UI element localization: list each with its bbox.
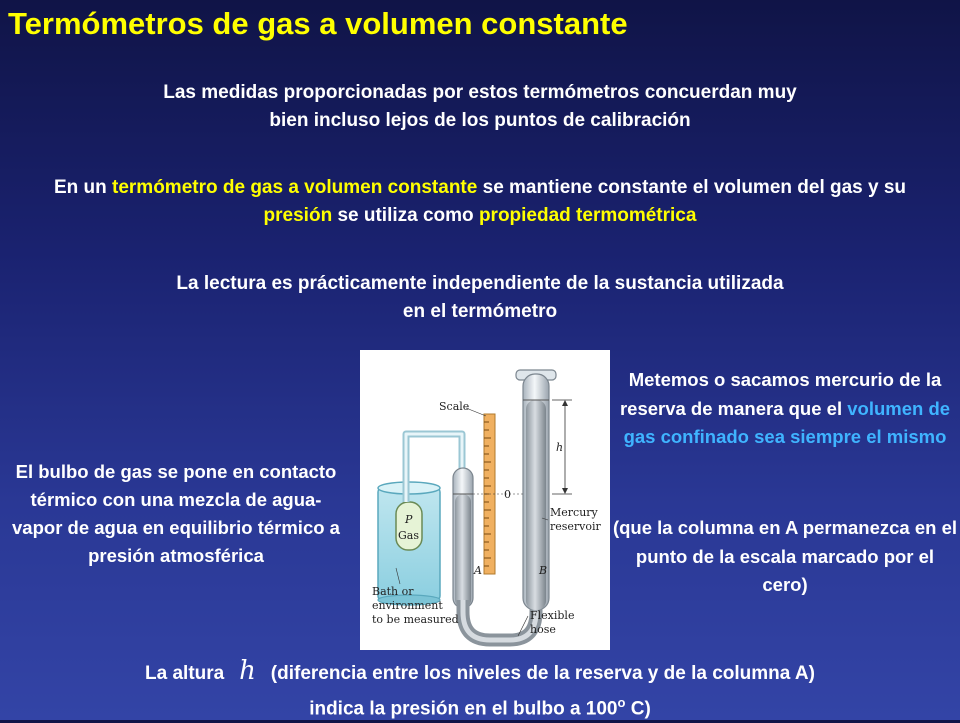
- height-text-unit: C): [625, 698, 651, 720]
- height-text-line2: indica la presión en el bulbo a 100: [309, 698, 618, 720]
- hose-label-2: hose: [530, 623, 556, 636]
- gas-label: Gas: [398, 529, 419, 542]
- definition-text-3: se utiliza como: [332, 205, 479, 226]
- gas-bulb: [396, 502, 422, 550]
- a-label: A: [474, 564, 482, 577]
- zero-label: 0: [504, 488, 511, 501]
- mercury-reservoir: [516, 370, 556, 610]
- mercury-label-1: Mercury: [550, 506, 598, 519]
- b-label: B: [539, 564, 548, 577]
- height-text-before: La altura: [145, 663, 225, 684]
- thermometer-diagram: [360, 350, 610, 650]
- definition-highlight-thermometer: termómetro de gas a volumen constante: [112, 177, 478, 198]
- p-label: P: [405, 513, 413, 526]
- bath-label-3: to be measured: [372, 613, 459, 626]
- mercury-description: [612, 366, 958, 452]
- definition-highlight-property: propiedad termométrica: [478, 205, 697, 226]
- bath-label-2: environment: [372, 599, 443, 612]
- bulb-description: El bulbo de gas se pone en contacto térmico con una mezcla de agua-vapor de agua en equilibrio térmico a presión atmosférica: [12, 461, 340, 566]
- column-note: (que la columna en A permanezca en el punto de la escala marcado por el cero): [612, 517, 958, 595]
- paragraph-independence-line1: La lectura es prácticamente independiente de la sustancia utilizada: [176, 273, 784, 294]
- slide-title: Termómetros de gas a volumen constante: [8, 6, 628, 41]
- paragraph-independence-line2: en el termómetro: [402, 301, 558, 322]
- paragraph-definition: [40, 174, 920, 230]
- definition-text-1: En un: [53, 177, 113, 198]
- mercury-highlight-volume: volumen de gas confinado sea siempre el mismo: [623, 397, 951, 447]
- bath-label-1: Bath or: [372, 585, 414, 598]
- height-explanation: [40, 657, 920, 723]
- definition-highlight-pressure: presión: [263, 205, 333, 226]
- degree-symbol: o: [617, 695, 626, 710]
- paragraph-independence: [40, 270, 920, 326]
- definition-text-2: se mantiene constante el volumen del gas y su: [477, 177, 907, 198]
- h-label: h: [556, 441, 564, 454]
- column-a: [453, 468, 473, 608]
- scale-label: Scale: [439, 400, 470, 413]
- thermometer-diagram-svg: [360, 350, 610, 650]
- height-text-after: (diferencia entre los niveles de la reserva y de la columna A): [270, 663, 815, 684]
- mercury-text: Metemos o sacamos mercurio de la reserva de manera que el: [619, 369, 942, 419]
- h-symbol: h: [239, 656, 256, 686]
- paragraph-calibration: [40, 79, 920, 135]
- mercury-label-2: reservoir: [550, 520, 601, 533]
- hose-label-1: Flexible: [530, 609, 575, 622]
- paragraph-calibration-line1: Las medidas proporcionadas por estos termómetros concuerdan muy: [163, 82, 797, 103]
- paragraph-calibration-line2: bien incluso lejos de los puntos de calibración: [269, 110, 691, 131]
